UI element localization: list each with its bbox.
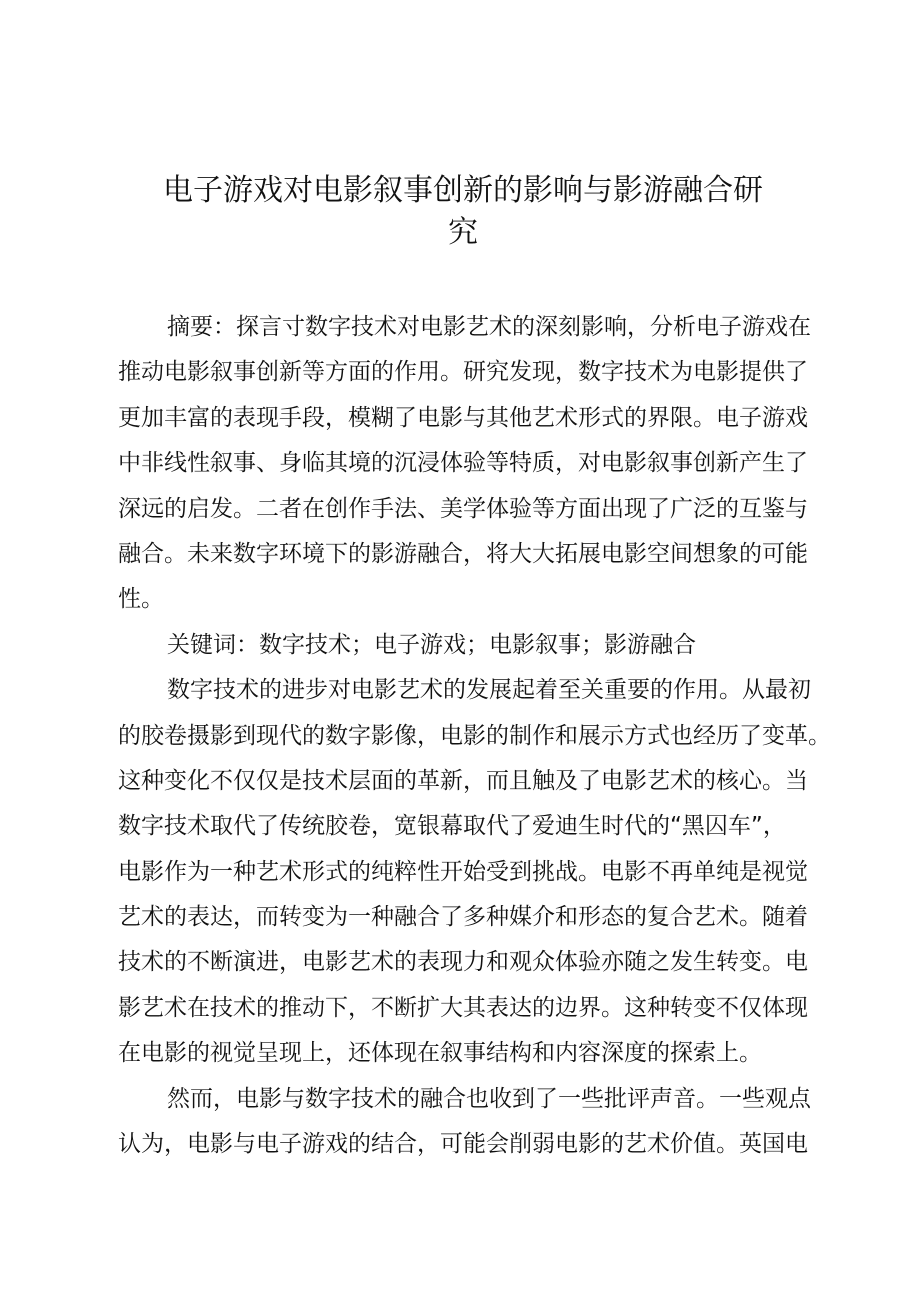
title-line: 电子游戏对电影叙事创新的影响与影游融合研 (163, 173, 763, 208)
paragraph-line: 认为，电影与电子游戏的结合，可能会削弱电影的艺术价值。英国电 (118, 1131, 808, 1158)
keywords-paragraph (118, 623, 818, 668)
document-body (118, 305, 831, 1167)
paragraph-line: 电影作为一种艺术形式的纯粹性开始受到挑战。电影不再单纯是视觉 (118, 858, 808, 885)
page-title (118, 170, 808, 254)
keywords-line: 关键词：数字技术；电子游戏；电影叙事；影游融合 (167, 631, 696, 658)
abstract-line: 性。 (118, 586, 164, 613)
paragraph-line: 数字技术取代了传统胶卷，宽银幕取代了爱迪生时代的“黑囚车”， (118, 813, 786, 840)
body-paragraph (118, 668, 831, 1077)
paragraph-line: 在电影的视觉呈现上，还体现在叙事结构和内容深度的探索上。 (118, 1040, 762, 1067)
abstract-line: 推动电影叙事创新等方面的作用。研究发现，数字技术为电影提供了 (118, 359, 808, 386)
paragraph-line: 艺术的表达，而转变为一种融合了多种媒介和形态的复合艺术。随着 (118, 904, 808, 931)
paragraph-line: 然而，电影与数字技术的融合也收到了一些批评声音。一些观点 (167, 1085, 811, 1112)
paragraph-line: 影艺术在技术的推动下，不断扩大其表达的边界。这种转变不仅体现 (118, 994, 808, 1021)
abstract-line: 更加丰富的表现手段，模糊了电影与其他艺术形式的界限。电子游戏 (118, 404, 808, 431)
paragraph-line: 的胶卷摄影到现代的数字影像，电影的制作和展示方式也经历了变革。 (118, 722, 831, 749)
paragraph-line: 这种变化不仅仅是技术层面的革新，而且触及了电影艺术的核心。当 (118, 767, 808, 794)
abstract-line: 摘要：探言寸数字技术对电影艺术的深刻影响，分析电子游戏在 (167, 314, 811, 340)
abstract-line: 深远的启发。二者在创作手法、美学体验等方面出现了广泛的互鉴与 (118, 495, 808, 522)
paragraph-line: 技术的不断演进，电影艺术的表现力和观众体验亦随之发生转变。电 (118, 949, 808, 976)
paragraph-line: 数字技术的进步对电影艺术的发展起着至关重要的作用。从最初 (167, 677, 811, 704)
title-line: 究 (448, 215, 478, 250)
abstract-paragraph (118, 305, 818, 623)
body-paragraph (118, 1077, 818, 1168)
abstract-line: 中非线性叙事、身临其境的沉浸体验等特质，对电影叙事创新产生了 (118, 450, 808, 477)
abstract-line: 融合。未来数字环境下的影游融合，将大大拓展电影空间想象的可能 (118, 540, 808, 567)
